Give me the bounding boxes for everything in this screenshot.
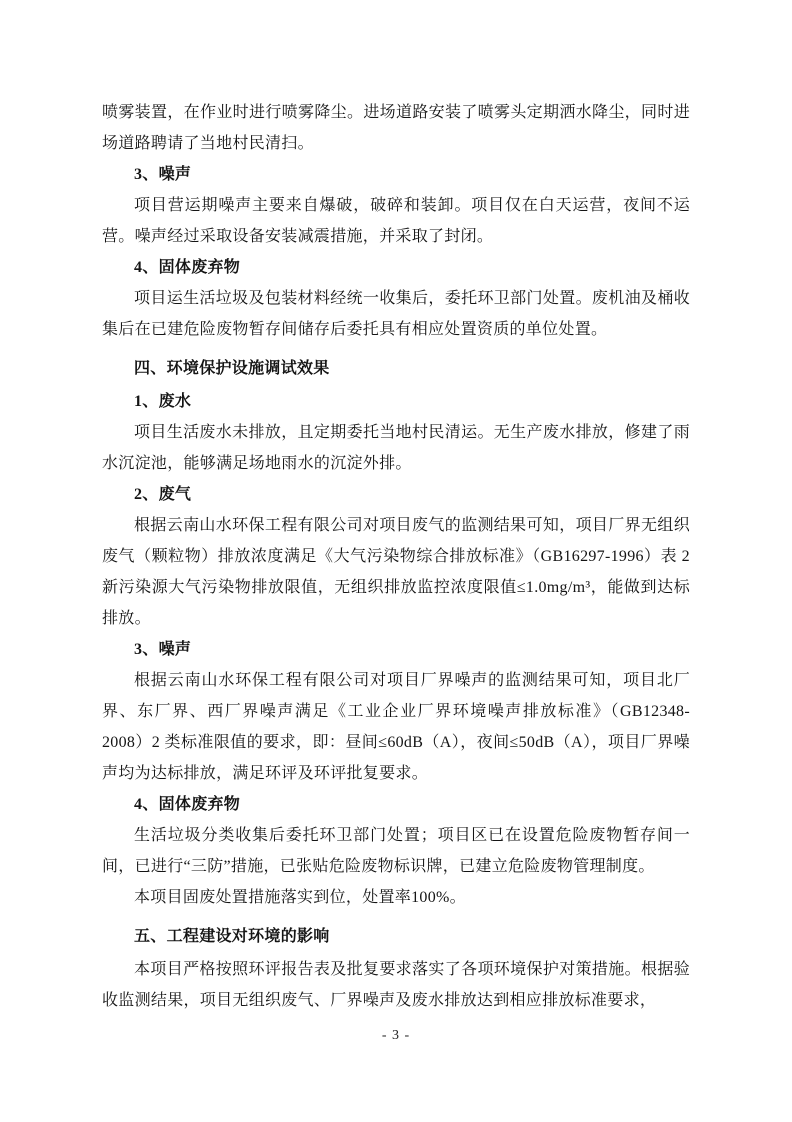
paragraph: 项目生活废水未排放，且定期委托当地村民清运。无生产废水排放，修建了雨水沉淀池，能够满足场地雨水的沉淀外排。: [102, 424, 690, 472]
section-heading: 五、工程建设对环境的影响: [134, 928, 330, 945]
paragraph: 项目营运期噪声主要来自爆破，破碎和装卸。项目仅在白天运营，夜间不运营。噪声经过采取设备安装减震措施，并采取了封闭。: [102, 197, 690, 245]
paragraph: 本项目严格按照环评报告表及批复要求落实了各项环境保护对策措施。根据验收监测结果，项目无组织废气、厂界噪声及废水排放达到相应排放标准要求，: [102, 961, 690, 1009]
sub-heading: 3、噪声: [134, 641, 192, 658]
paragraph: 根据云南山水环保工程有限公司对项目废气的监测结果可知，项目厂界无组织废气（颗粒物）排放浓度满足《大气污染物综合排放标准》（GB16297-1996）表 2 新污染源大气污染物排放限值，无组织排放监控浓度限值≤1.0mg/m³，能做到达标排放。: [102, 517, 690, 627]
sub-heading: 4、固体废弃物: [134, 796, 241, 813]
paragraph: 生活垃圾分类收集后委托环卫部门处置；项目区已在设置危险废物暂存间一间，已进行“三防”措施，已张贴危险废物标识牌，已建立危险废物管理制度。: [102, 827, 690, 875]
sub-heading: 1、废水: [134, 393, 192, 410]
section-heading: 四、环境保护设施调试效果: [134, 360, 330, 377]
document-body: [102, 97, 690, 1016]
paragraph: 项目运生活垃圾及包装材料经统一收集后，委托环卫部门处置。废机油及桶收集后在已建危险废物暂存间储存后委托具有相应处置资质的单位处置。: [102, 290, 690, 338]
page-number: - 3 -: [381, 1028, 411, 1043]
paragraph: 根据云南山水环保工程有限公司对项目厂界噪声的监测结果可知，项目北厂界、东厂界、西厂界噪声满足《工业企业厂界环境噪声排放标准》（GB12348-2008）2 类标准限值的要求，即：昼间≤60dB（A），夜间≤50dB（A），项目厂界噪声均为达标排放，满足环评及环评批复要求。: [102, 672, 690, 782]
paragraph: 本项目固废处置措施落实到位，处置率100%。: [134, 889, 466, 906]
paragraph: 喷雾装置，在作业时进行喷雾降尘。进场道路安装了喷雾头定期洒水降尘，同时进场道路聘请了当地村民清扫。: [102, 104, 690, 152]
sub-heading: 3、噪声: [134, 166, 192, 183]
sub-heading: 2、废气: [134, 486, 192, 503]
sub-heading: 4、固体废弃物: [134, 259, 241, 276]
page-footer: [0, 1026, 792, 1046]
